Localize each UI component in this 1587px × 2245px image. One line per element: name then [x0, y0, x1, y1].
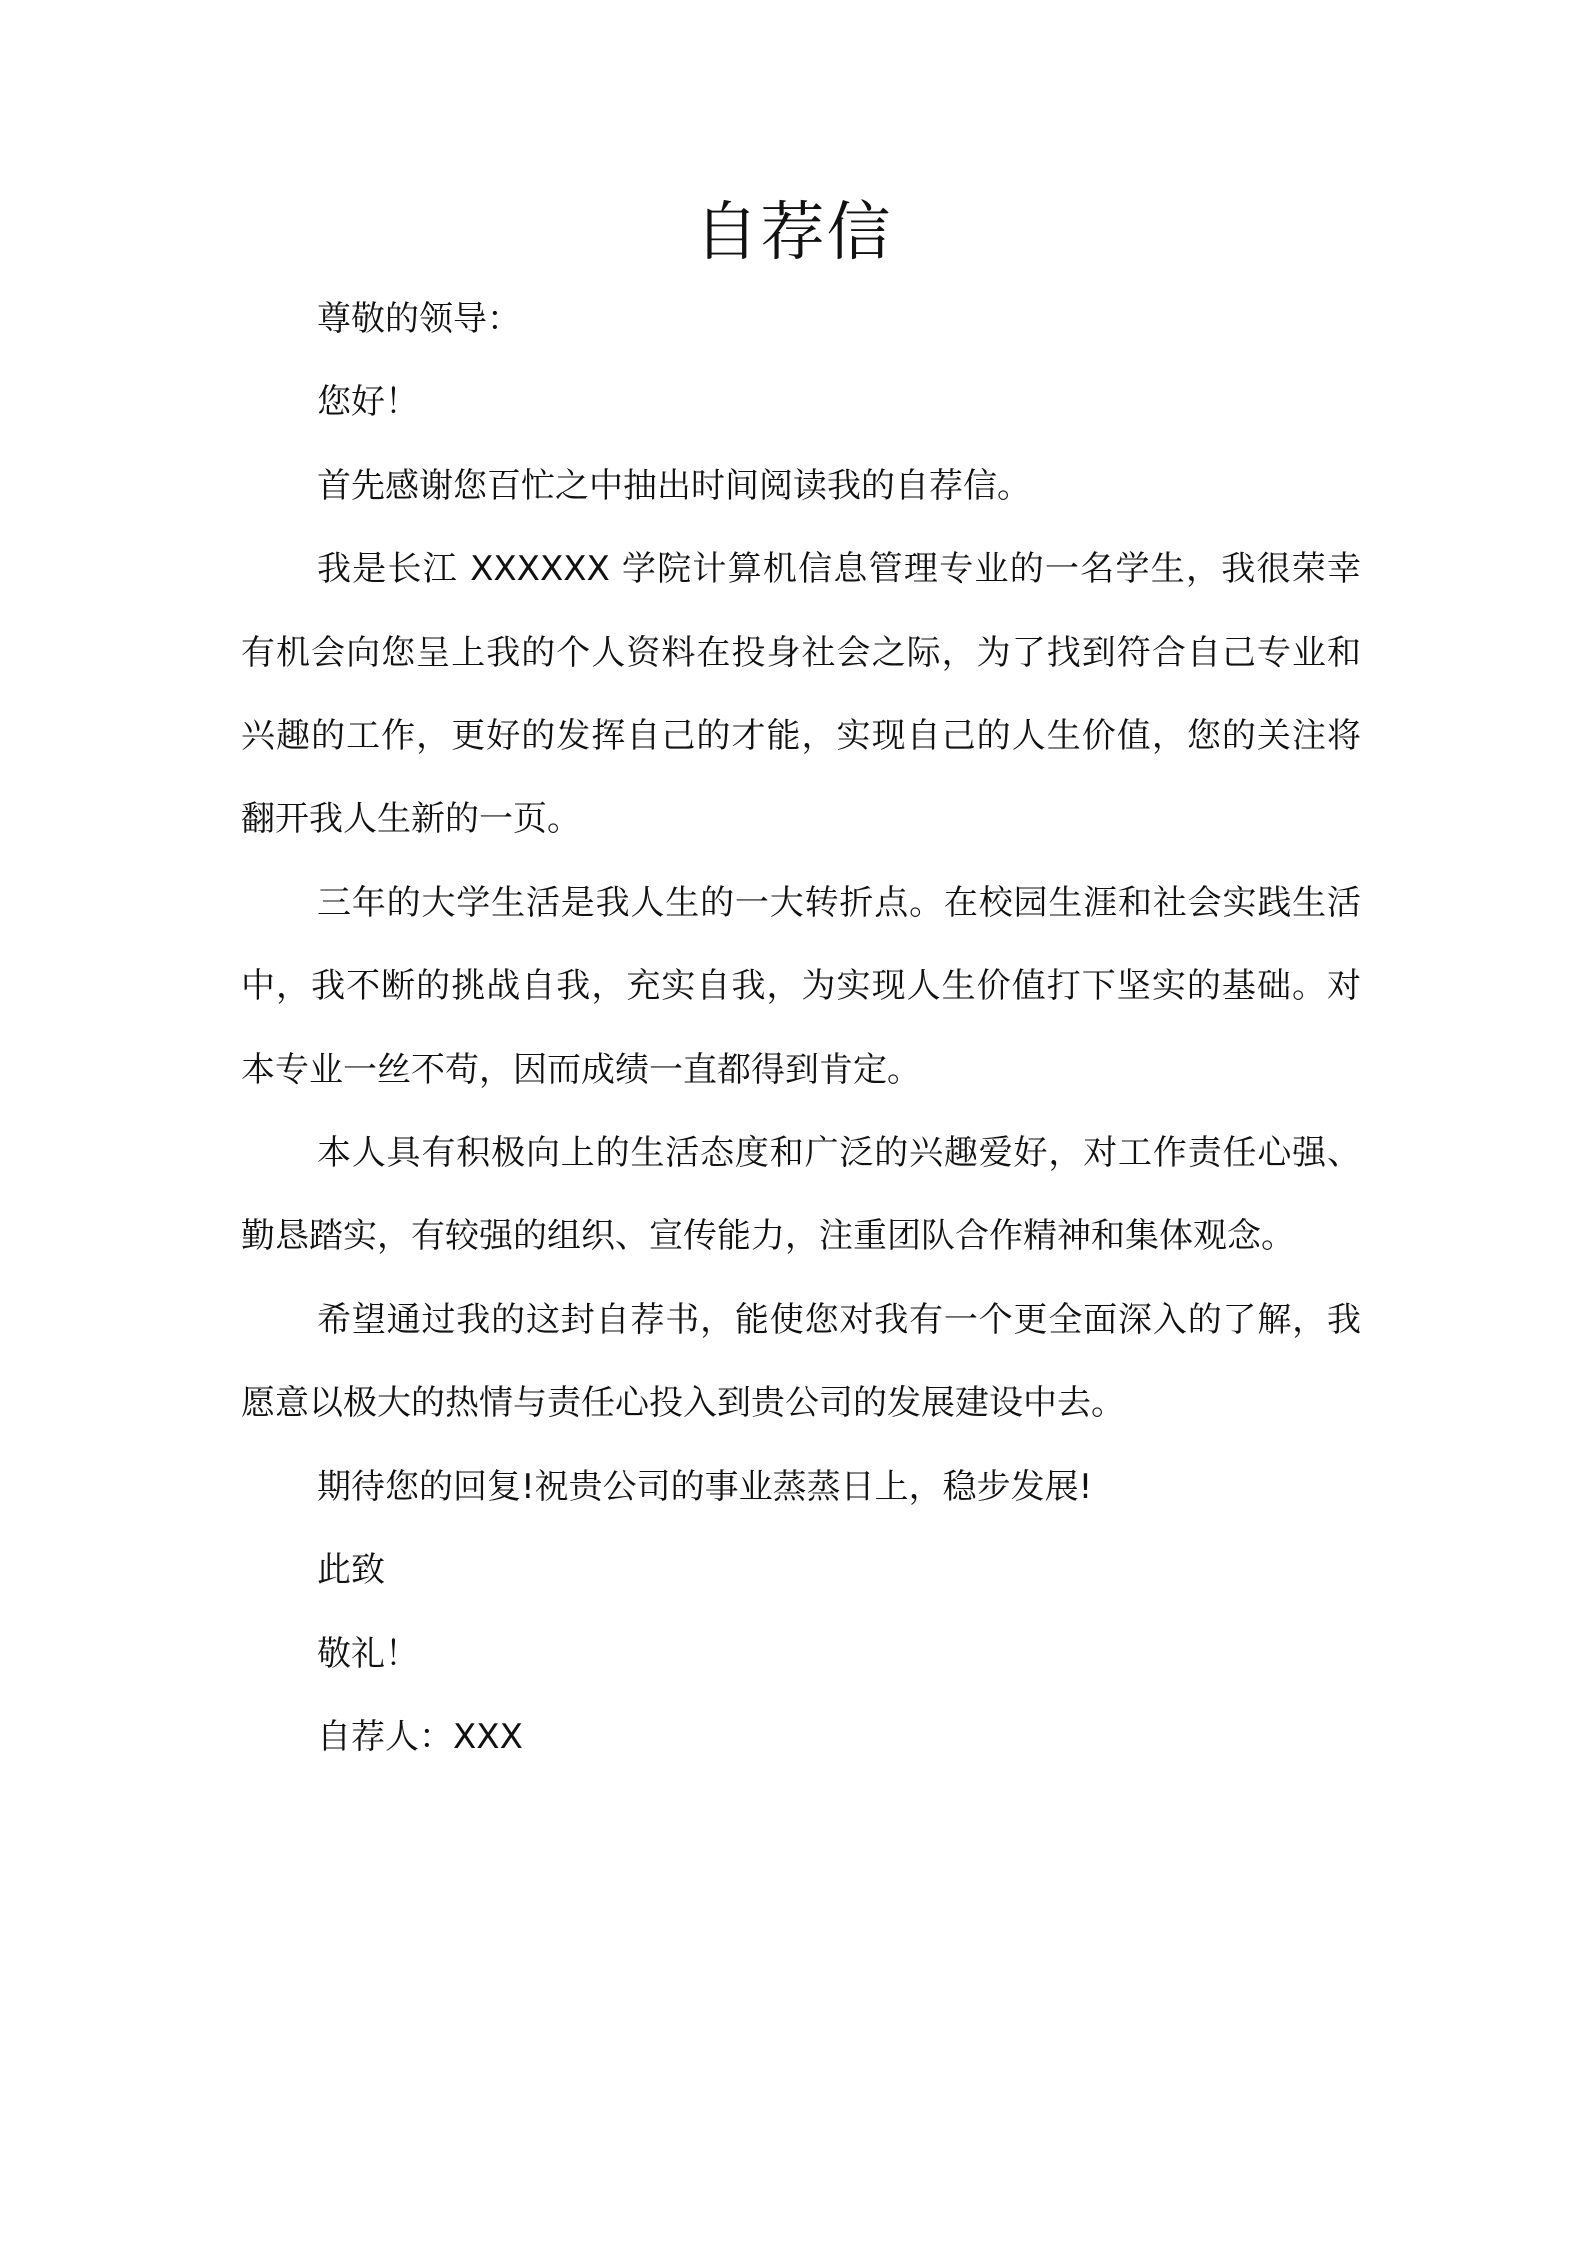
letter-body — [241, 278, 1361, 1779]
paragraph-personal-qualities: 本人具有积极向上的生活态度和广泛的兴趣爱好，对工作责任心强、勤恳踏实，有较强的组织、宣传能力，注重团队合作精神和集体观念。 — [241, 1133, 1361, 1257]
closing-line-1: 此致 — [317, 1550, 385, 1591]
paragraph-hope: 希望通过我的这封自荐书，能使您对我有一个更全面深入的了解，我愿意以极大的热情与责任心投入到贵公司的发展建设中去。 — [241, 1299, 1361, 1424]
paragraph-thanks: 首先感谢您百忙之中抽出时间阅读我的自荐信。 — [317, 465, 1031, 506]
paragraph-expectation: 期待您的回复!祝贵公司的事业蒸蒸日上，稳步发展! — [317, 1466, 1093, 1507]
greeting: 您好！ — [317, 382, 419, 423]
document-title: 自荐信 — [694, 196, 893, 270]
signature: 自荐人：XXX — [317, 1716, 523, 1757]
paragraph-university-life: 三年的大学生活是我人生的一大转折点。在校园生涯和社会实践生活中，我不断的挑战自我，充实自我，为实现人生价值打下坚实的基础。对本专业一丝不苟，因而成绩一直都得到肯定。 — [241, 882, 1361, 1090]
paragraph-introduction: 我是长江 XXXXXX 学院计算机信息管理专业的一名学生，我很荣幸有机会向您呈上我的个人资料在投身社会之际，为了找到符合自己专业和兴趣的工作，更好的发挥自己的才能，实现自己的人生价值，您的关注将翻开我人生新的一页。 — [241, 549, 1361, 840]
salutation: 尊敬的领导： — [317, 299, 521, 339]
closing-line-2: 敬礼！ — [317, 1633, 419, 1674]
